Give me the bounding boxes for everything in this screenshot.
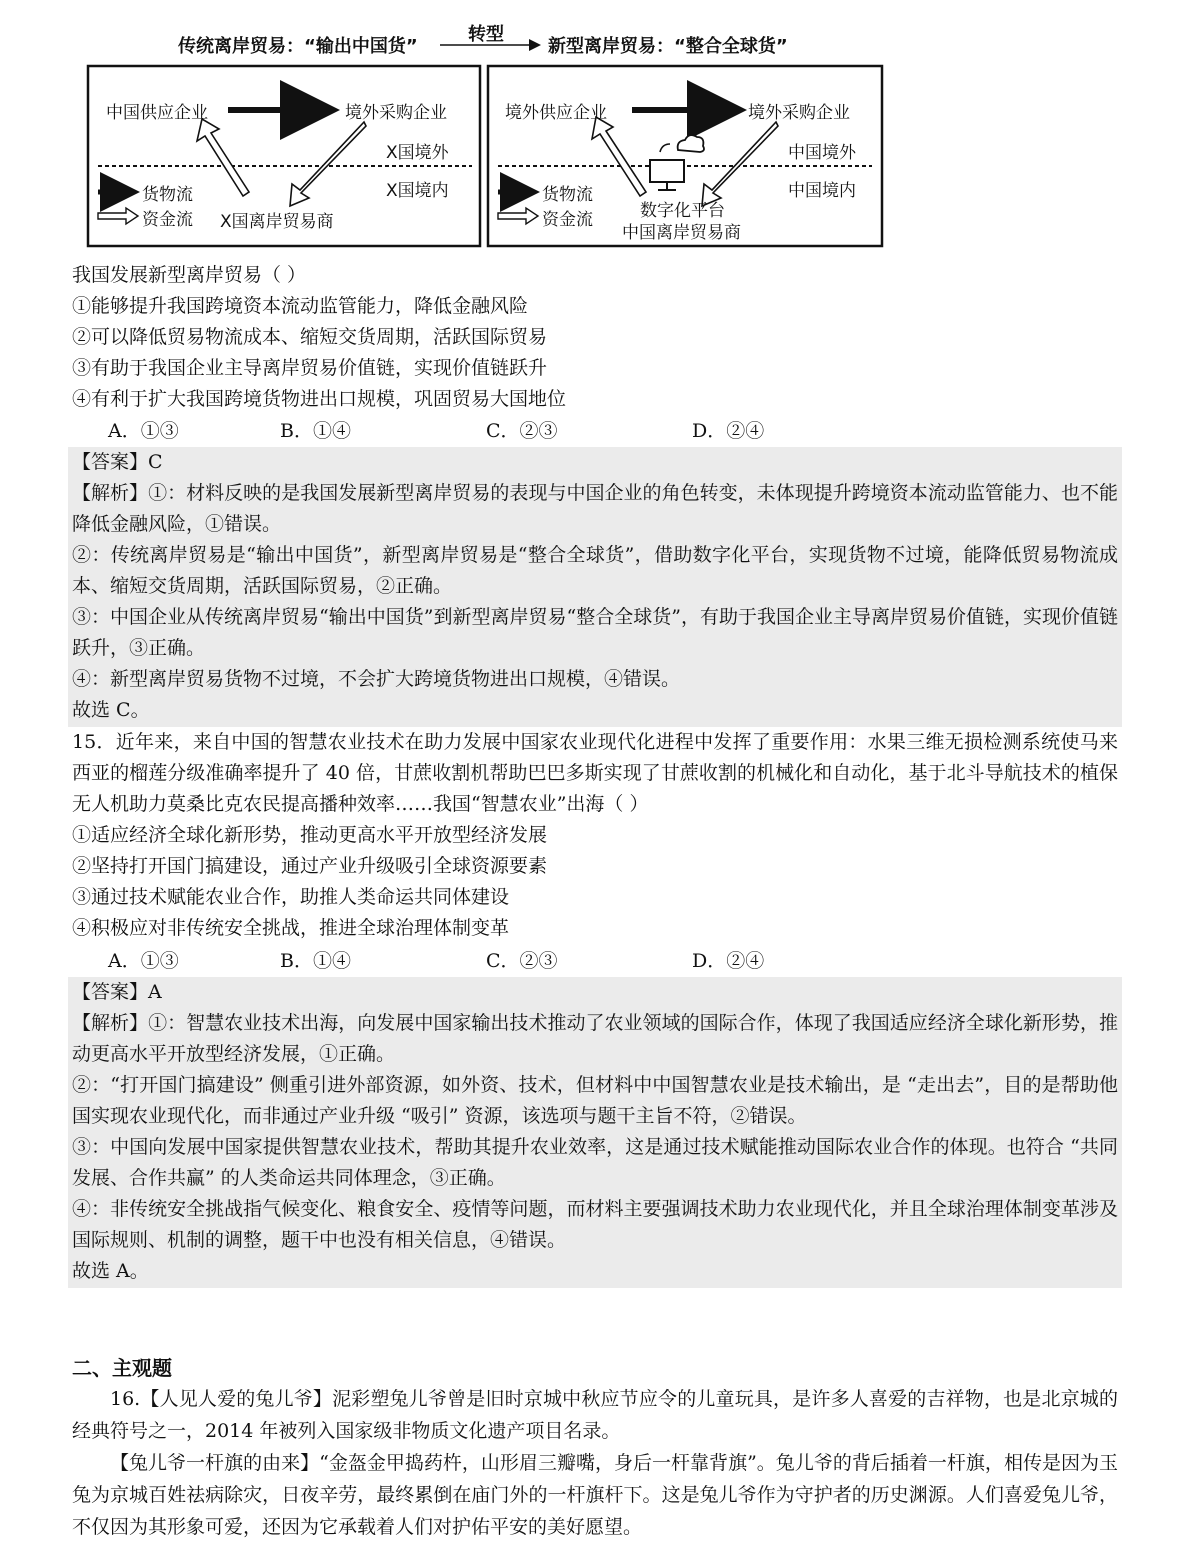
q14-answer: 【答案】C [72, 451, 163, 473]
q16-paragraph-1: 16.【人见人爱的兔儿爷】泥彩塑兔儿爷曾是旧时京城中秋应节应令的儿童玩具，是许多人喜爱的吉祥物，也是北京城的经典符号之一，2014 年被列入国家级非物质文化遗产项目名录。 [72, 1388, 1118, 1442]
q14-option-b: B．①④ [280, 420, 351, 442]
q14-item-1: ①能够提升我国跨境资本流动监管能力，降低金融风险 [72, 295, 529, 317]
q14-analysis-4: ④：新型离岸贸易货物不过境，不会扩大跨境货物进出口规模，④错误。 [72, 668, 681, 690]
left-legend-funds: 资金流 [142, 210, 193, 230]
q15-analysis-2: ②：“打开国门搞建设” 侧重引进外部资源，如外资、技术，但材料中中国智慧农业是技术输出，是 “走出去”，目的是帮助他国实现农业现代化，而非通过产业升级 “吸引” 资源，该选项与题干主旨不符，②错误。 [72, 1074, 1118, 1127]
q15-analysis-1: 【解析】①：智慧农业技术出海，向发展中国家输出技术推动了农业领域的国际合作，体现了我国适应经济全球化新形势，推动更高水平开放型经济发展，①正确。 [72, 1012, 1118, 1065]
right-buyer: 境外采购企业 [748, 103, 850, 123]
q14-analysis-2: ②：传统离岸贸易是“输出中国货”，新型离岸贸易是“整合全球货”，借助数字化平台，实现货物不过境，能降低贸易物流成本、缩短交货周期，活跃国际贸易，②正确。 [72, 544, 1118, 597]
left-outside: X国境外 [386, 143, 449, 163]
left-trader: X国离岸贸易商 [220, 212, 334, 232]
q15-analysis-3: ③：中国向发展中国家提供智慧农业技术，帮助其提升农业效率，这是通过技术赋能推动国际农业合作的体现。也符合 “共同发展、合作共赢” 的人类命运共同体理念，③正确。 [72, 1136, 1118, 1189]
diagram-title-right: 新型离岸贸易：“整合全球货” [548, 36, 788, 57]
q14-item-2: ②可以降低贸易物流成本、缩短交货周期，活跃国际贸易 [72, 326, 548, 348]
section-title: 二、主观题 [72, 1356, 172, 1380]
q15-item-4: ④积极应对非传统安全挑战，推进全球治理体制变革 [72, 917, 510, 939]
right-legend-goods: 货物流 [542, 185, 593, 205]
q14-conclusion: 故选 C。 [72, 699, 150, 721]
q15-options [72, 946, 972, 977]
right-supplier: 境外供应企业 [505, 103, 607, 123]
right-legend-funds: 资金流 [542, 210, 593, 230]
q14-analysis-3: ③：中国企业从传统离岸贸易“输出中国货”到新型离岸贸易“整合全球货”，有助于我国企业主导离岸贸易价值链，实现价值链跃升，③正确。 [72, 606, 1118, 659]
q16-paragraph-2: 【兔儿爷一杆旗的由来】“金盔金甲捣药杵，山形眉三瓣嘴，身后一杆靠背旗”。兔儿爷的背后插着一杆旗，相传是因为玉兔为京城百姓祛病除灾，日夜辛劳，最终累倒在庙门外的一杆旗杆下。这是兔儿爷作为守护者的历史渊源。人们喜爱兔儿爷，不仅因为其形象可爱，还因为它承载着人们对护佑平安的美好愿望。 [72, 1452, 1118, 1538]
q15-option-a: A．①③ [108, 950, 179, 972]
funds-arrow-down [290, 122, 366, 206]
q15-option-d: D．②④ [692, 950, 765, 972]
q15-option-b: B．①④ [280, 950, 351, 972]
q14-item-4: ④有利于扩大我国跨境货物进出口规模，巩固贸易大国地位 [72, 388, 567, 410]
q15-stem: 15．近年来，来自中国的智慧农业技术在助力发展中国家农业现代化进程中发挥了重要作用：水果三维无损检测系统使马来西亚的榴莲分级准确率提升了 40 倍，甘蔗收割机帮助巴巴多斯实现了甘蔗收割的机械化和自动化，基于北斗导航技术的植保无人机助力莫桑比克农民提高播种效率……我国“智慧农业”出海（ ） [72, 731, 1118, 815]
q15-item-2: ②坚持打开国门搞建设，通过产业升级吸引全球资源要素 [72, 855, 548, 877]
left-supplier: 中国供应企业 [106, 103, 208, 123]
left-buyer: 境外采购企业 [345, 103, 447, 123]
right-outside: 中国境外 [788, 143, 856, 163]
diagram-title-left: 传统离岸贸易：“输出中国货” [178, 36, 418, 57]
q15-option-c: C．②③ [486, 950, 558, 972]
right-inside: 中国境内 [788, 181, 856, 201]
q14-item-3: ③有助于我国企业主导离岸贸易价值链，实现价值链跃升 [72, 357, 548, 379]
q14-options [72, 416, 972, 447]
q15-item-1: ①适应经济全球化新形势，推动更高水平开放型经济发展 [72, 824, 548, 846]
q15-item-3: ③通过技术赋能农业合作，助推人类命运共同体建设 [72, 886, 510, 908]
funds-arrow-left [197, 119, 249, 196]
q15-analysis-4: ④：非传统安全挑战指气候变化、粮食安全、疫情等问题，而材料主要强调技术助力农业现代化，并且全球治理体制变革涉及国际规则、机制的调整，题干中也没有相关信息，④错误。 [72, 1198, 1118, 1251]
q14-option-d: D．②④ [692, 420, 765, 442]
diagram-title-arrow: 转型 [468, 24, 504, 45]
q14-option-a: A．①③ [108, 420, 179, 442]
q14-analysis-1: 【解析】①：材料反映的是我国发展新型离岸贸易的表现与中国企业的角色转变，未体现提升跨境资本流动监管能力、也不能降低金融风险，①错误。 [72, 482, 1118, 535]
q15-answer: 【答案】A [72, 981, 162, 1003]
left-legend-goods: 货物流 [142, 185, 193, 205]
q14-option-c: C．②③ [486, 420, 558, 442]
q14-stem: 我国发展新型离岸贸易（ ） [72, 264, 307, 286]
right-platform: 数字化平台 [640, 201, 725, 221]
right-trader: 中国离岸贸易商 [622, 223, 741, 243]
q15-conclusion: 故选 A。 [72, 1260, 149, 1282]
left-inside: X国境内 [386, 181, 449, 201]
computer-cloud-icon [650, 135, 704, 190]
